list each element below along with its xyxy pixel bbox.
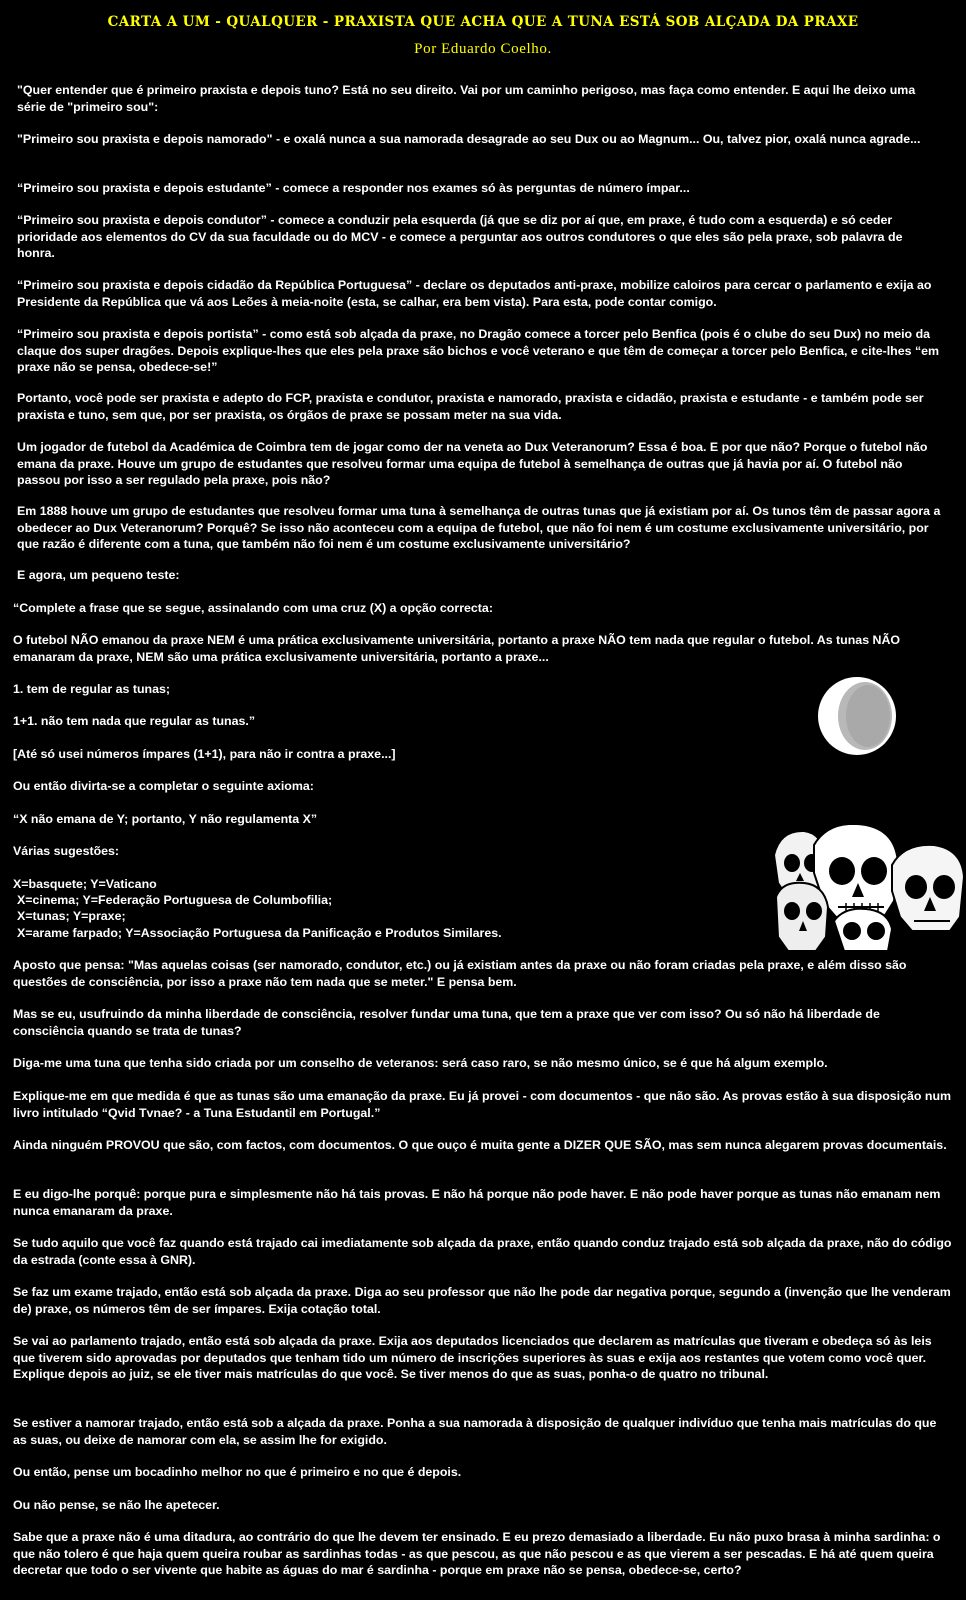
list-item: 1. tem de regular as tunas; (13, 682, 171, 696)
paragraph: “Primeiro sou praxista e depois estudante” - comece a responder nos exames só às perguntas de número ímpar... (17, 181, 690, 195)
list-item: X=tunas; Y=praxe; (17, 909, 126, 923)
paragraph: O futebol NÃO emanou da praxe NEM é uma prática exclusivamente universitária, portanto a praxe NÃO tem nada que regular o futebol. As tunas NÃO emanaram da praxe, NEM são uma prática exclusivamente universitária, portanto a praxe... (13, 633, 901, 664)
paragraph: “Primeiro sou praxista e depois portista” - como está sob alçada da praxe, no Dragão comece a torcer pelo Benfica (pois é o clube do seu Dux) no meio da claque dos super dragões. Depois explique-lhes que eles pela praxe são bichos e você veterano e que têm de começar a torcer pelo Benfica, e cite-lhes “em praxe não se pensa, obedece-se!” (17, 327, 940, 374)
paragraph: “Primeiro sou praxista e depois condutor” - comece a conduzir pela esquerda (já que se diz por aí que, em praxe, é tudo com a esquerda) e só ceder prioridade aos elementos do CV da sua faculdade ou do MCV - e comece a perguntar aos outros condutores o que eles são pela praxe, sob palavra de honra. (17, 213, 903, 260)
paragraph: “Complete a frase que se segue, assinalando com uma cruz (X) a opção correcta: (13, 601, 493, 615)
paragraph: Explique-me em que medida é que as tunas são uma emanação da praxe. Eu já provei - com documentos - que não são. As provas estão à sua disposição num livro intitulado “Qvid Tvnae? - a Tuna Estudantil em Portugal.” (13, 1089, 952, 1120)
paragraph: Ou então divirta-se a completar o seguinte axioma: (13, 779, 314, 793)
paragraph: “X não emana de Y; portanto, Y não regulamenta X” (13, 812, 318, 826)
author-byline: Por Eduardo Coelho. (414, 41, 552, 57)
paragraph: "Primeiro sou praxista e depois namorado" - e oxalá nunca a sua namorada desagrade ao seu Dux ou ao Magnum... Ou, talvez pior, oxalá nunca agrade... (17, 132, 921, 146)
page-title: CARTA A UM - QUALQUER - PRAXISTA QUE ACHA QUE A TUNA ESTÁ SOB ALÇADA DA PRAXE (107, 14, 859, 30)
skull-icon (892, 845, 964, 931)
paragraph: Sabe que a praxe não é uma ditadura, ao contrário do que lhe devem ter ensinado. E eu prezo demasiado a liberdade. Eu não puxo brasa à minha sardinha: o que não tolero é que haja quem queira roubar as sardinhas todas - as que pescou, as que não pescou e as que vierem a ser pescadas. E há até quem queira decretar que todo o ser vivente que habite as águas do mar é sardinha - porque em praxe não se pensa, obedece-se, certo? (13, 1530, 941, 1577)
crescent-moon-icon (816, 675, 898, 757)
paragraph: Em 1888 houve um grupo de estudantes que resolveu formar uma tuna à semelhança de outras tunas que já existiam por aí. Os tunos têm de passar agora a obedecer ao Dux Veteranorum? Porquê? Se isso não aconteceu com a equipa de futebol, que não foi nem é um costume exclusivamente universitário, por que razão é diferente com a tuna, que também não foi nem é um costume exclusivamente universitário? (17, 504, 941, 551)
paragraph: Mas se eu, usufruindo da minha liberdade de consciência, resolver fundar uma tuna, que tem a praxe que ver com isso? Ou só não há liberdade de consciência quando se trata de tunas? (13, 1007, 880, 1038)
paragraph: [Até só usei números ímpares (1+1), para não ir contra a praxe...] (13, 747, 396, 761)
skulls-illustration (774, 825, 966, 955)
paragraph: E agora, um pequeno teste: (17, 568, 180, 582)
paragraph: Um jogador de futebol da Académica de Coimbra tem de jogar como der na veneta ao Dux Veteranorum? Essa é boa. E por que não? Porque o futebol não emana da praxe. Houve um grupo de estudantes que resolveu formar uma equipa de futebol à semelhança de outras que já havia por aí. O futebol não passou por isso a ser regulado pela praxe, pois não? (17, 440, 928, 487)
skull-icon (776, 883, 828, 951)
paragraph: Ainda ninguém PROVOU que são, com factos, com documentos. O que ouço é muita gente a DIZER QUE SÃO, mas sem nunca alegarem provas documentais. (13, 1138, 947, 1152)
list-item: X=basquete; Y=Vaticano (13, 877, 157, 891)
list-item: X=cinema; Y=Federação Portuguesa de Columbofilia; (17, 893, 333, 907)
paragraph: Se faz um exame trajado, então está sob alçada da praxe. Diga ao seu professor que não lhe pode dar negativa porque, segundo a (invenção que lhe venderam de) praxe, os números têm de ser ímpares. Exija cotação total. (13, 1285, 951, 1316)
paragraph: Portanto, você pode ser praxista e adepto do FCP, praxista e condutor, praxista e namorado, praxista e cidadão, praxista e estudante - e também pode ser praxista e tuno, sem que, por ser praxista, os órgãos de praxe se possam meter na sua vida. (17, 391, 924, 422)
paragraph: Se estiver a namorar trajado, então está sob a alçada da praxe. Ponha a sua namorada à disposição de qualquer indivíduo que tenha mais matrículas do que as suas, ou deixe de namorar com ela, se assim lhe for exigido. (13, 1416, 937, 1447)
paragraph: E eu digo-lhe porquê: porque pura e simplesmente não há tais provas. E não há porque não pode haver. E não pode haver porque as tunas não emanam nem nunca emanaram da praxe. (13, 1187, 941, 1218)
paragraph: "Quer entender que é primeiro praxista e depois tuno? Está no seu direito. Vai por um caminho perigoso, mas faça como entender. E aqui lhe deixo uma série de "primeiro sou": (17, 83, 916, 114)
paragraph: Várias sugestões: (13, 844, 120, 858)
paragraph: “Primeiro sou praxista e depois cidadão da República Portuguesa” - declare os deputados anti-praxe, mobilize caloiros para cercar o parlamento e exija ao Presidente da República que vá aos Leões à meia-noite (esta, se calhar, era bem vista). Para esta, pode contar comigo. (17, 278, 932, 309)
paragraph: Se tudo aquilo que você faz quando está trajado cai imediatamente sob alçada da praxe, então quando conduz trajado está sob alçada da praxe, não do código da estrada (conte essa à GNR). (13, 1236, 952, 1267)
list-item: 1+1. não tem nada que regular as tunas.” (13, 714, 256, 728)
paragraph: Aposto que pensa: "Mas aquelas coisas (ser namorado, condutor, etc.) ou já existiam antes da praxe ou não foram criadas pela praxe, e além disso são questões de consciência, por isso a praxe não tem nada que se meter." E pensa bem. (13, 958, 907, 989)
skull-icon (834, 909, 892, 951)
paragraph: Diga-me uma tuna que tenha sido criada por um conselho de veteranos: será caso raro, se não mesmo único, se é que há algum exemplo. (13, 1056, 828, 1070)
paragraph: Ou então, pense um bocadinho melhor no que é primeiro e no que é depois. (13, 1465, 462, 1479)
paragraph: Se vai ao parlamento trajado, então está sob alçada da praxe. Exija aos deputados licenciados que declarem as matrículas que tiveram e obedeça só às leis que tiverem sido aprovadas por deputados que tenham tido um número de inscrições superiores às suas e exija aos restantes que votem como você quer. Explique depois ao juiz, se ele tiver mais matrículas do que você. Se tiver menos do que as suas, ponha-o de quatro no tribunal. (13, 1334, 932, 1381)
paragraph: Ou não pense, se não lhe apetecer. (13, 1498, 220, 1512)
list-item: X=arame farpado; Y=Associação Portuguesa da Panificação e Produtos Similares. (17, 926, 502, 940)
